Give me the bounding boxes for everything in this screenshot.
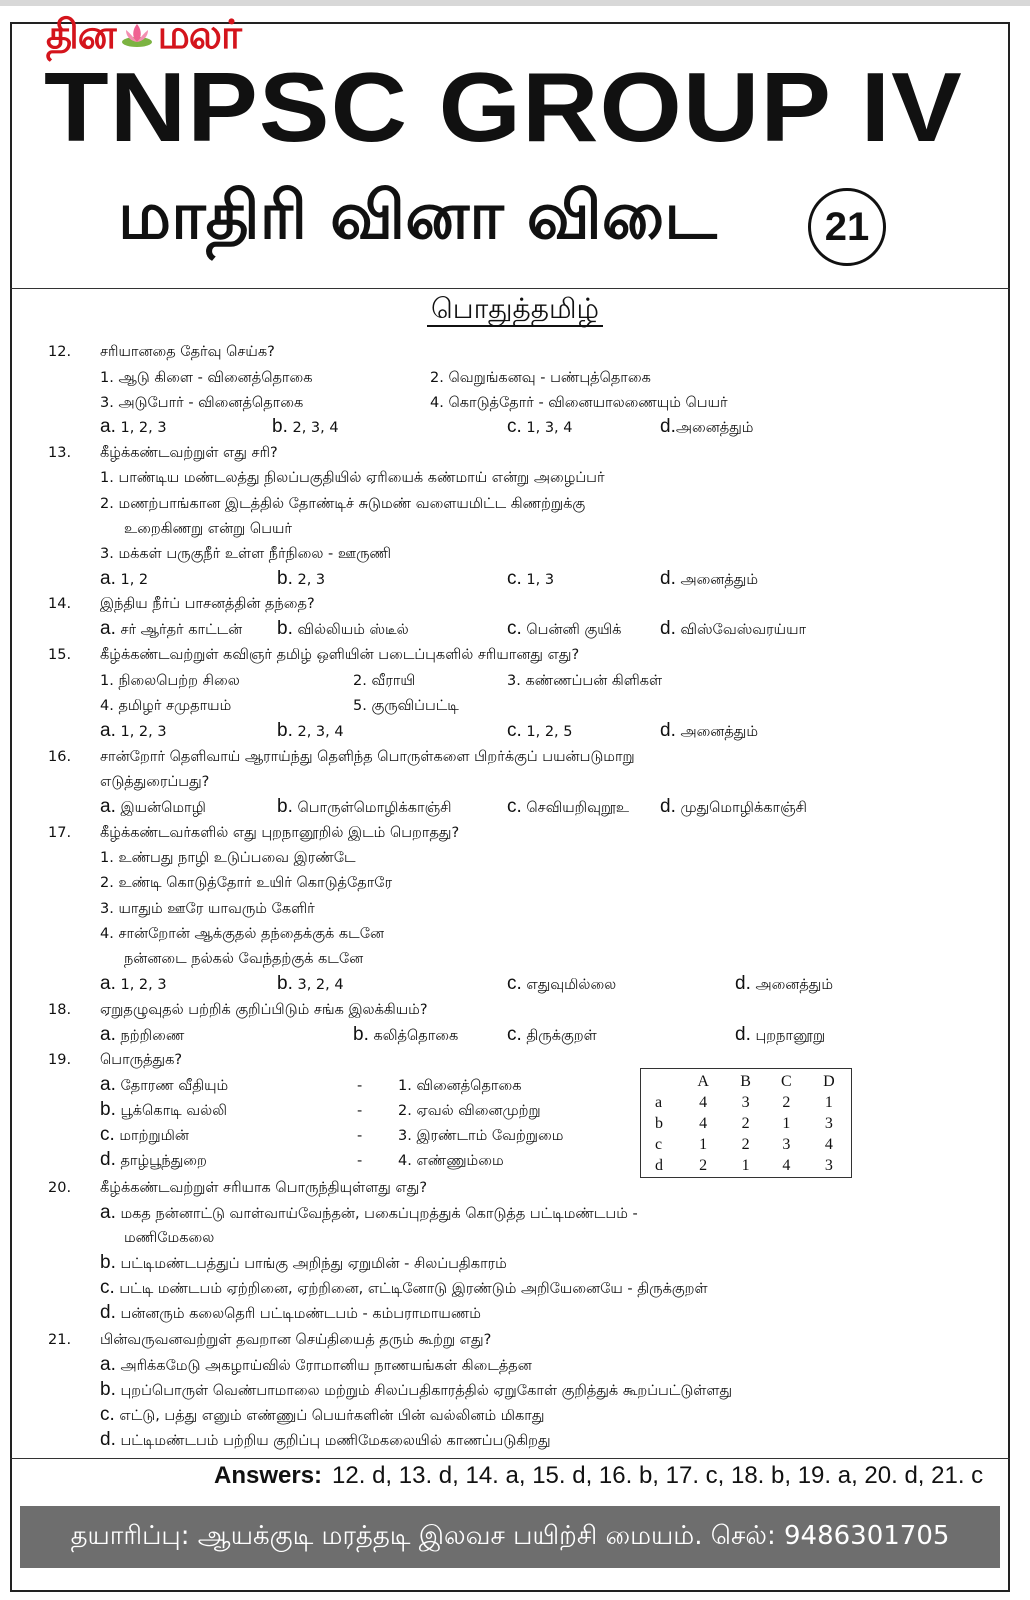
table-cell: 4 [824, 1135, 833, 1153]
option-d: d. அனைத்தும் [660, 720, 759, 741]
option-a: a. 1, 2, 3 [100, 416, 167, 437]
option-c: c. எதுவுமில்லை [507, 973, 617, 994]
logo-text-right: மலர் [157, 11, 241, 58]
answer-key [214, 1462, 983, 1490]
table-header: B [740, 1072, 751, 1090]
option-b: b. புறப்பொருள் வெண்பாமாலை மற்றும் சிலப்பதிகாரத்தில் ஏறுகோள் குறித்துக் கூறப்பட்டுள்ளது [100, 1379, 733, 1400]
footer-banner [20, 1506, 1000, 1568]
match-right: 2. ஏவல் வினைமுற்று [398, 1103, 541, 1119]
option-c: c. 1, 3, 4 [507, 416, 573, 437]
option-d: d. புறநானூறு [735, 1024, 826, 1045]
answer-list: 12. d, 13. d, 14. a, 15. d, 16. b, 17. c, 18. b, 19. a, 20. d, 21. c [332, 1462, 984, 1489]
statement: 1. உண்பது நாழி உடுப்பவை இரண்டே [100, 850, 356, 866]
statement: 2. உண்டி கொடுத்தோர் உயிர் கொடுத்தோரே [100, 875, 393, 891]
table-cell: 2 [782, 1093, 791, 1111]
subject-heading: பொதுத்தமிழ் [0, 292, 1030, 329]
question-text: இந்திய நீர்ப் பாசனத்தின் தந்தை? [100, 596, 315, 612]
table-header-row [641, 1071, 851, 1092]
question-number: 21. [48, 1332, 72, 1348]
main-title: TNPSC GROUP IV [44, 52, 963, 162]
option-b: b. பொருள்மொழிக்காஞ்சி [277, 796, 452, 817]
option-b: b. கலித்தொகை [353, 1024, 459, 1045]
option-b: b. பட்டிமண்டபத்துப் பாங்கு அறிந்து ஏறுமின் - சிலப்பதிகாரம் [100, 1252, 507, 1273]
option-b: b. 3, 2, 4 [277, 973, 344, 994]
match-right: 3. இரண்டாம் வேற்றுமை [398, 1128, 564, 1144]
table-cell: 3 [824, 1156, 833, 1174]
statement: உறைகிணறு என்று பெயர் [124, 521, 292, 537]
question-text: கீழ்க்கண்டவற்றுள் கவிஞர் தமிழ் ஒளியின் படைப்புகளில் சரியானது எது? [100, 647, 580, 663]
option-c: c. 1, 3 [507, 568, 555, 589]
table-row [641, 1134, 851, 1155]
table-cell: 2 [699, 1156, 708, 1174]
row-label: a [655, 1093, 663, 1111]
table-cell: 2 [741, 1135, 750, 1153]
option-a: a. 1, 2, 3 [100, 720, 167, 741]
option-a: a. நற்றிணை [100, 1024, 185, 1045]
question-text: பின்வருவனவற்றுள் தவறான செய்தியைத் தரும் கூற்று எது? [100, 1332, 492, 1348]
match-answer-table [640, 1068, 852, 1178]
answers-divider [10, 1458, 1010, 1459]
match-left-c: c. மாற்றுமின் [100, 1124, 189, 1145]
option-b: b. 2, 3, 4 [272, 416, 339, 437]
statement: 1. பாண்டிய மண்டலத்து நிலப்பகுதியில் ஏரியைக் கண்மாய் என்று அழைப்பர் [100, 470, 605, 486]
match-right: 1. வினைத்தொகை [398, 1078, 522, 1094]
statement: 3. யாதும் ஊரே யாவரும் கேளிர் [100, 901, 315, 917]
option-c: c. பட்டி மண்டபம் ஏற்றினை, ஏற்றினை, எட்டினோடு இரண்டும் அறியேனையே - திருக்குறள் [100, 1277, 708, 1298]
option-d: d. பன்னரும் கலைதெரி பட்டிமண்டபம் - கம்பராமாயணம் [100, 1302, 481, 1323]
table-cell: 4 [699, 1114, 708, 1132]
statement: 4. கொடுத்தோர் - வினையாலணையும் பெயர் [430, 395, 728, 411]
option-b: b. 2, 3, 4 [277, 720, 344, 741]
statement: நன்னடை நல்கல் வேந்தற்குக் கடனே [124, 951, 364, 967]
table-cell: 4 [699, 1093, 708, 1111]
question-number: 18. [48, 1002, 72, 1018]
statement: 1. நிலைபெற்ற சிலை [100, 673, 240, 689]
option-a: a. அரிக்கமேடு அகழாய்வில் ரோமானிய நாணயங்கள் கிடைத்தன [100, 1354, 532, 1375]
question-text: கீழ்க்கண்டவர்களில் எது புறநானூறில் இடம் பெறாதது? [100, 825, 460, 841]
table-cell: 4 [782, 1156, 791, 1174]
statement: 2. மணற்பாங்கான இடத்தில் தோண்டிச் சுடுமண் வளையமிட்ட கிணற்றுக்கு [100, 496, 586, 512]
option-c: c. செவியறிவுறூஉ [507, 796, 629, 817]
row-label: c [655, 1135, 663, 1153]
question-text: பொருத்துக? [100, 1052, 183, 1068]
answer-label: Answers: [214, 1462, 323, 1489]
table-row [641, 1155, 851, 1176]
question-number: 14. [48, 596, 72, 612]
option-a: a. 1, 2 [100, 568, 149, 589]
option-d: d. விஸ்வேஸ்வரய்யா [660, 618, 807, 639]
question-text: ஏறுதழுவுதல் பற்றிக் குறிப்பிடும் சங்க இலக்கியம்? [100, 1002, 428, 1018]
statement: 3. மக்கள் பருகுநீர் உள்ள நீர்நிலை - ஊருணி [100, 546, 392, 562]
table-row [641, 1113, 851, 1134]
question-text: கீழ்க்கண்டவற்றுள் எது சரி? [100, 445, 278, 461]
statement: 3. கண்ணப்பன் கிளிகள் [507, 673, 663, 689]
option-c: c. 1, 2, 5 [507, 720, 573, 741]
statement: 5. குருவிப்பட்டி [353, 698, 459, 714]
option-a: a. சர் ஆர்தர் காட்டன் [100, 618, 243, 639]
statement: 1. ஆடு கிளை - வினைத்தொகை [100, 370, 313, 386]
table-cell: 2 [741, 1114, 750, 1132]
match-dash: - [357, 1128, 363, 1144]
statement: 2. வீராயி [353, 673, 416, 689]
option-c: c. பென்னி குயிக் [507, 618, 622, 639]
option-d: d. அனைத்தும் [735, 973, 834, 994]
table-header: D [823, 1072, 835, 1090]
table-cell: 3 [824, 1114, 833, 1132]
option-a: a. இயன்மொழி [100, 796, 206, 817]
table-header: A [697, 1072, 709, 1090]
lotus-icon [120, 20, 154, 54]
question-number: 12. [48, 344, 72, 360]
match-dash: - [357, 1103, 363, 1119]
header-divider [10, 288, 1010, 289]
table-cell: 1 [699, 1135, 708, 1153]
option-d: d. பட்டிமண்டபம் பற்றிய குறிப்பு மணிமேகலையில் காணப்படுகிறது [100, 1429, 551, 1450]
match-left-b: b. பூக்கொடி வல்லி [100, 1099, 227, 1120]
statement: 4. சான்றோன் ஆக்குதல் தந்தைக்குக் கடனே [100, 926, 385, 942]
question-number: 13. [48, 445, 72, 461]
question-text-cont: எடுத்துரைப்பது? [100, 774, 210, 790]
question-text: சான்றோர் தெளிவாய் ஆராய்ந்து தெளிந்த பொருள்களை பிறர்க்குப் பயன்படுமாறு [100, 749, 635, 765]
question-text: சரியானதை தேர்வு செய்க? [100, 344, 275, 360]
issue-number-badge: 21 [808, 188, 886, 266]
question-number: 16. [48, 749, 72, 765]
match-left-a: a. தோரண வீதியும் [100, 1074, 229, 1095]
statement: 2. வெறுங்கனவு - பண்புத்தொகை [430, 370, 651, 386]
subtitle: மாதிரி வினா விடை [118, 177, 717, 254]
option-a: a. 1, 2, 3 [100, 973, 167, 994]
statement: 3. அடுபோர் - வினைத்தொகை [100, 395, 304, 411]
table-cell: 1 [824, 1093, 833, 1111]
match-left-d: d. தாழ்பூந்துறை [100, 1149, 207, 1170]
row-label: d [655, 1156, 663, 1174]
option-d: d.அனைத்தும் [660, 416, 754, 437]
table-cell: 3 [782, 1135, 791, 1153]
option-a-cont: மணிமேகலை [124, 1230, 215, 1246]
table-row [641, 1092, 851, 1113]
option-a: a. மகத நன்னாட்டு வாள்வாய்வேந்தன், பகைப்புறத்துக் கொடுத்த பட்டிமண்டபம் - [100, 1202, 638, 1223]
match-right: 4. எண்ணும்மை [398, 1153, 504, 1169]
question-number: 17. [48, 825, 72, 841]
option-b: b. வில்லியம் ஸ்டீல் [277, 618, 409, 639]
option-c: c. திருக்குறள் [507, 1024, 597, 1045]
table-cell: 3 [741, 1093, 750, 1111]
question-number: 19. [48, 1052, 72, 1068]
question-text: கீழ்க்கண்டவற்றுள் சரியாக பொருந்தியுள்ளது எது? [100, 1180, 428, 1196]
footer-text: தயாரிப்பு: ஆயக்குடி மரத்தடி இலவச பயிற்சி மையம். செல்: 9486301705 [70, 1520, 950, 1551]
table-cell: 1 [741, 1156, 750, 1174]
logo-text-left: தின [46, 11, 116, 58]
match-dash: - [357, 1153, 363, 1169]
question-number: 20. [48, 1180, 72, 1196]
match-dash: - [357, 1078, 363, 1094]
table-header: C [781, 1072, 792, 1090]
table-cell: 1 [782, 1114, 791, 1132]
row-label: b [655, 1114, 663, 1132]
option-b: b. 2, 3 [277, 568, 326, 589]
statement: 4. தமிழர் சமுதாயம் [100, 698, 232, 714]
question-number: 15. [48, 647, 72, 663]
option-c: c. எட்டு, பத்து எனும் எண்ணுப் பெயர்களின் பின் வல்லினம் மிகாது [100, 1404, 545, 1425]
option-d: d. அனைத்தும் [660, 568, 759, 589]
option-d: d. முதுமொழிக்காஞ்சி [660, 796, 808, 817]
